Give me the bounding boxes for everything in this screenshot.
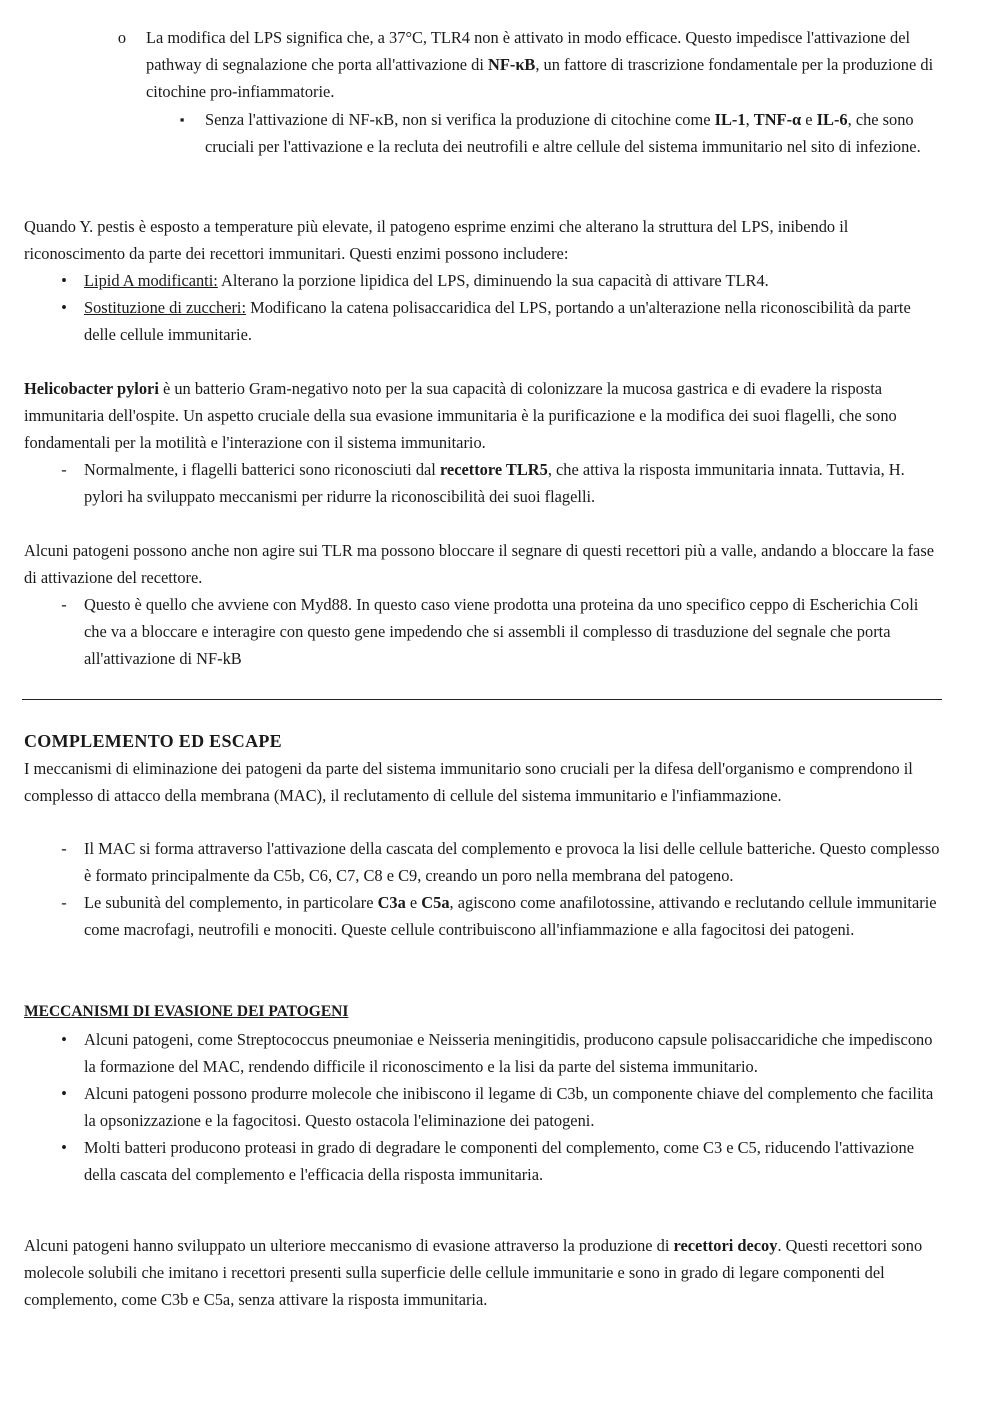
hpylori-dash-list: [24, 456, 944, 510]
section-title-evasion: MECCANISMI DI EVASIONE DEI PATOGENI: [24, 1003, 349, 1020]
hpylori-paragraph: Helicobacter pylori è un batterio Gram-negativo noto per la sua capacità di colonizzare la mucosa gastrica e di evadere la risposta immunitaria dell'ospite. Un aspetto cruciale della sua evasione immunitaria è la purificazione e la modifica dei suoi flagelli, che sono fondamentali per la motilità e l'interazione con il sistema immunitario.: [24, 379, 897, 452]
bullet-icon: •: [61, 1084, 67, 1103]
list-item: - Le subunità del complemento, in particolare C3a e C5a, agiscono come anafilotossine, attivando e reclutando cellule immunitarie come macrofagi, neutrofili e monociti. Queste cellule contribuiscono all'infiammazione e alla fagocitosi dei patogeni.: [24, 889, 944, 943]
complement-dash-list: [24, 835, 944, 943]
decoy-paragraph: Alcuni patogeni hanno sviluppato un ulteriore meccanismo di evasione attraverso la produzione di recettori decoy. Questi recettori sono molecole solubili che imitano i recettori presenti sulla superficie delle cellule immunitarie e sono in grado di legare componenti del complemento, come C3b e C5a, senza attivare la risposta immunitaria.: [24, 1236, 923, 1309]
list-item: - Normalmente, i flagelli batterici sono riconosciuti dal recettore TLR5, che attiva la risposta immunitaria innata. Tuttavia, H. pylori ha sviluppato meccanismi per ridurre la riconoscibilità dei suoi flagelli.: [24, 456, 944, 510]
dash-icon: -: [61, 595, 67, 614]
list-item: • Alcuni patogeni, come Streptococcus pneumoniae e Neisseria meningitidis, producono capsule polisaccaridiche che impediscono la formazione del MAC, rendendo difficile il riconoscimento e la lisi da parte del sistema immunitario.: [24, 1026, 944, 1080]
list-item: • Molti batteri producono proteasi in grado di degradare le componenti del complemento, come C3 e C5, riducendo l'attivazione della cascata del complemento e l'efficacia della risposta immunitaria.: [24, 1134, 944, 1188]
bullet-icon: •: [61, 1030, 67, 1049]
lps-subitem-cytokines: Senza l'attivazione di NF-κB, non si verifica la produzione di citochine come IL-1, TNF-α e IL-6, che sono cruciali per l'attivazione e la recluta dei neutrofili e altre cellule del sistema immunitario nel sito di infezione.: [205, 110, 921, 156]
lps-item-tlr4: La modifica del LPS significa che, a 37°C, TLR4 non è attivato in modo efficace. Questo impedisce l'attivazione del pathway di segnalazione che porta all'attivazione di NF-κB, un fattore di trascrizione fondamentale per la produzione di citochine pro-infiammatorie.: [146, 28, 934, 101]
list-item: • Alcuni patogeni possono produrre molecole che inibiscono il legame di C3b, un componente chiave del complemento che facilita la opsonizzazione e la fagocitosi. Questo ostacola l'eliminazione dei patogeni.: [24, 1080, 944, 1134]
circle-bullet-icon: o: [117, 28, 127, 47]
section-divider: [22, 699, 942, 700]
bullet-icon: •: [61, 271, 67, 290]
enzyme-list: [24, 267, 944, 348]
dash-icon: -: [61, 839, 67, 858]
ypestis-paragraph: Quando Y. pestis è esposto a temperature più elevate, il patogeno esprime enzimi che alterano la struttura del LPS, inibendo il riconoscimento da parte dei recettori immunitari. Questi enzimi possono includere:: [24, 217, 849, 263]
myd88-paragraph: Alcuni patogeni possono anche non agire sui TLR ma possono bloccare il segnare di questi recettori più a valle, andando a bloccare la fase di attivazione del recettore.: [24, 541, 934, 587]
myd88-dash-list: [24, 591, 944, 672]
dash-icon: -: [61, 893, 67, 912]
complement-paragraph: I meccanismi di eliminazione dei patogeni da parte del sistema immunitario sono cruciali per la difesa dell'organismo e comprendono il complesso di attacco della membrana (MAC), il reclutamento di cellule del sistema immunitario e l'infiammazione.: [24, 759, 913, 805]
section-title-complement: COMPLEMENTO ED ESCAPE: [24, 731, 282, 751]
bullet-icon: •: [61, 298, 67, 317]
evasion-list: [24, 1026, 944, 1188]
bullet-icon: •: [61, 1138, 67, 1157]
list-item: • Lipid A modificanti: Alterano la porzione lipidica del LPS, diminuendo la sua capacità di attivare TLR4.: [24, 267, 944, 294]
dash-icon: -: [61, 460, 67, 479]
list-item: - Il MAC si forma attraverso l'attivazione della cascata del complemento e provoca la lisi delle cellule batteriche. Questo complesso è formato principalmente da C5b, C6, C7, C8 e C9, creando un poro nella membrana del patogeno.: [24, 835, 944, 889]
list-item: • Sostituzione di zuccheri: Modificano la catena polisaccaridica del LPS, portando a un'alterazione nella riconoscibilità da parte delle cellule immunitarie.: [24, 294, 944, 348]
square-bullet-icon: ▪: [179, 112, 185, 127]
list-item: - Questo è quello che avviene con Myd88. In questo caso viene prodotta una proteina da uno specifico ceppo di Escherichia Coli che va a bloccare e interagire con questo gene impedendo che si assembli il complesso di trasduzione del segnale che porta all'attivazione di NF-kB: [24, 591, 944, 672]
